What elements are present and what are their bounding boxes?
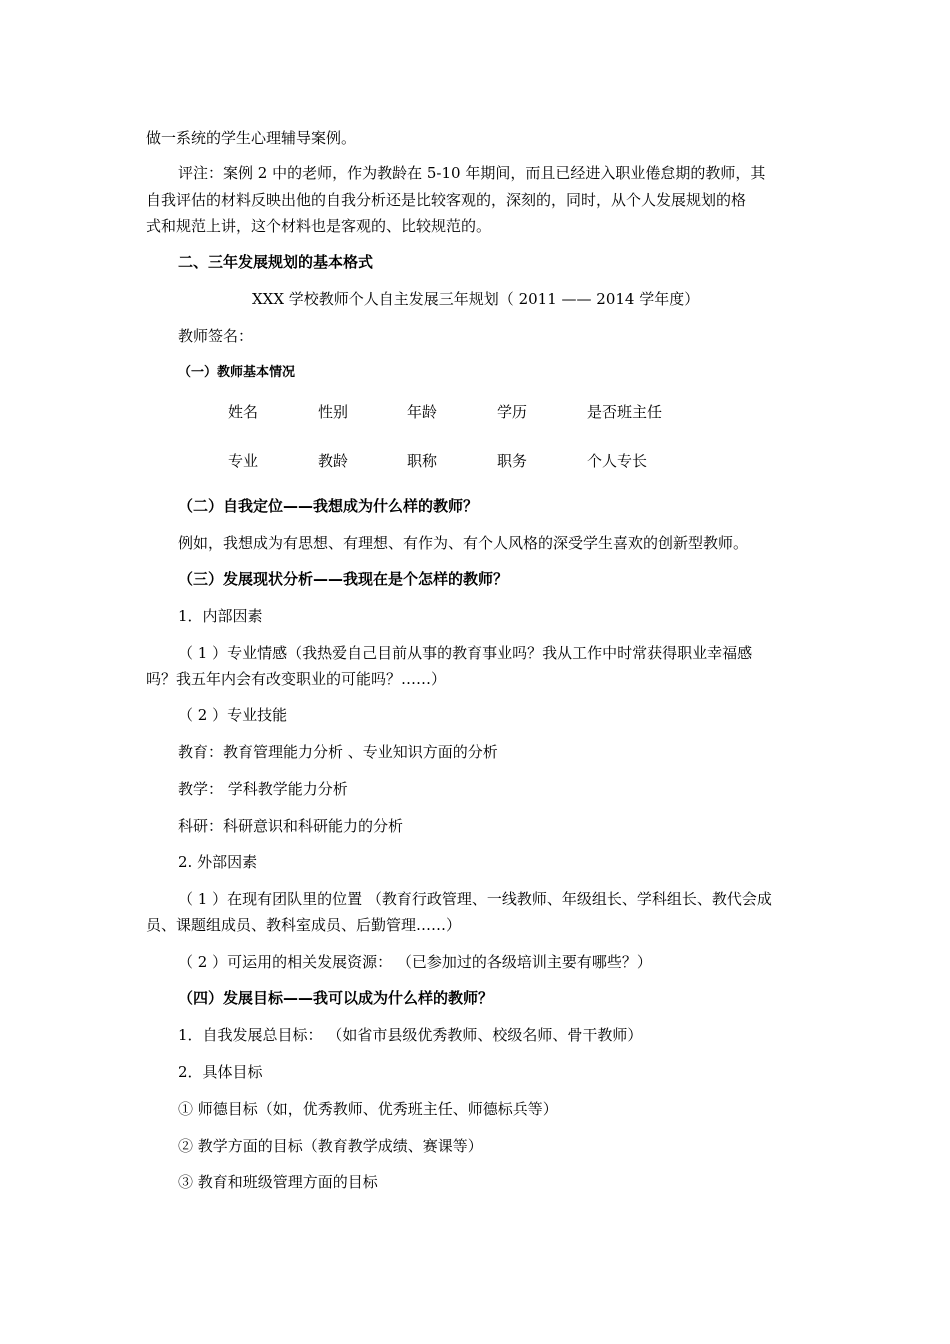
comment-line-1: 评注：案例 2 中的老师，作为教龄在 5-10 年期间，而且已经进入职业倦怠期的教师，其 [178, 164, 766, 182]
info-education-label: 学历 [497, 403, 528, 421]
info-age-label: 年龄 [407, 403, 438, 421]
goal-ethics: ① 师德目标（如，优秀教师、优秀班主任、师德标兵等） [178, 1100, 558, 1118]
comment-line-2: 自我评估的材料反映出他的自我分析还是比较客观的，深刻的，同时，从个人发展规划的格 [146, 191, 747, 209]
info-teaching-years-label: 教龄 [318, 452, 349, 470]
subsection-self-positioning: （二）自我定位——我想成为什么样的教师？ [178, 497, 479, 515]
info-title-label: 职称 [407, 452, 438, 470]
info-major-label: 专业 [228, 452, 259, 470]
education-analysis: 教育：教育管理能力分析 、专业知识方面的分析 [178, 743, 498, 761]
overall-goal: 1．自我发展总目标： （如省市县级优秀教师、校级名师、骨干教师） [178, 1026, 643, 1044]
professional-emotion-line-2: 吗？我五年内会有改变职业的可能吗？……） [146, 670, 447, 688]
info-headteacher-label: 是否班主任 [587, 403, 663, 421]
goal-teaching: ② 教学方面的目标（教育教学成绩、赛课等） [178, 1137, 483, 1155]
development-resources: （ 2 ）可运用的相关发展资源： （已参加过的各级培训主要有哪些？） [178, 953, 652, 971]
info-gender-label: 性别 [318, 403, 349, 421]
goal-class-management: ③ 教育和班级管理方面的目标 [178, 1173, 378, 1191]
team-position-line-2: 员、课题组成员、教科室成员、后勤管理……） [146, 916, 462, 934]
subsection-status-analysis: （三）发展现状分析——我现在是个怎样的教师？ [178, 570, 509, 588]
teaching-analysis: 教学： 学科教学能力分析 [178, 780, 348, 798]
subsection-development-goals: （四）发展目标——我可以成为什么样的教师？ [178, 989, 494, 1007]
self-positioning-text: 例如，我想成为有思想、有理想、有作为、有个人风格的深受学生喜欢的创新型教师。 [178, 534, 749, 552]
teacher-signature-label: 教师签名： [178, 327, 254, 345]
section-heading-2: 二、三年发展规划的基本格式 [178, 253, 374, 271]
internal-factors-heading: 1．内部因素 [178, 607, 263, 625]
comment-line-3: 式和规范上讲，这个材料也是客观的、比较规范的。 [146, 217, 492, 235]
info-position-label: 职务 [497, 452, 528, 470]
info-specialty-label: 个人专长 [587, 452, 648, 470]
plan-title: XXX 学校教师个人自主发展三年规划（ 2011 —— 2014 学年度） [252, 290, 700, 308]
paragraph-intro: 做一系统的学生心理辅导案例。 [146, 129, 357, 147]
subsection-basic-info: （一）教师基本情况 [178, 365, 296, 380]
professional-skills-heading: （ 2 ）专业技能 [178, 706, 288, 724]
professional-emotion-line-1: （ 1 ）专业情感（我热爱自己目前从事的教育事业吗？我从工作中时常获得职业幸福感 [178, 644, 753, 662]
team-position-line-1: （ 1 ）在现有团队里的位置 （教育行政管理、一线教师、年级组长、学科组长、教代会成 [178, 890, 772, 908]
specific-goals-heading: 2．具体目标 [178, 1063, 263, 1081]
info-name-label: 姓名 [228, 403, 259, 421]
external-factors-heading: 2. 外部因素 [178, 853, 258, 871]
research-analysis: 科研：科研意识和科研能力的分析 [178, 817, 404, 835]
